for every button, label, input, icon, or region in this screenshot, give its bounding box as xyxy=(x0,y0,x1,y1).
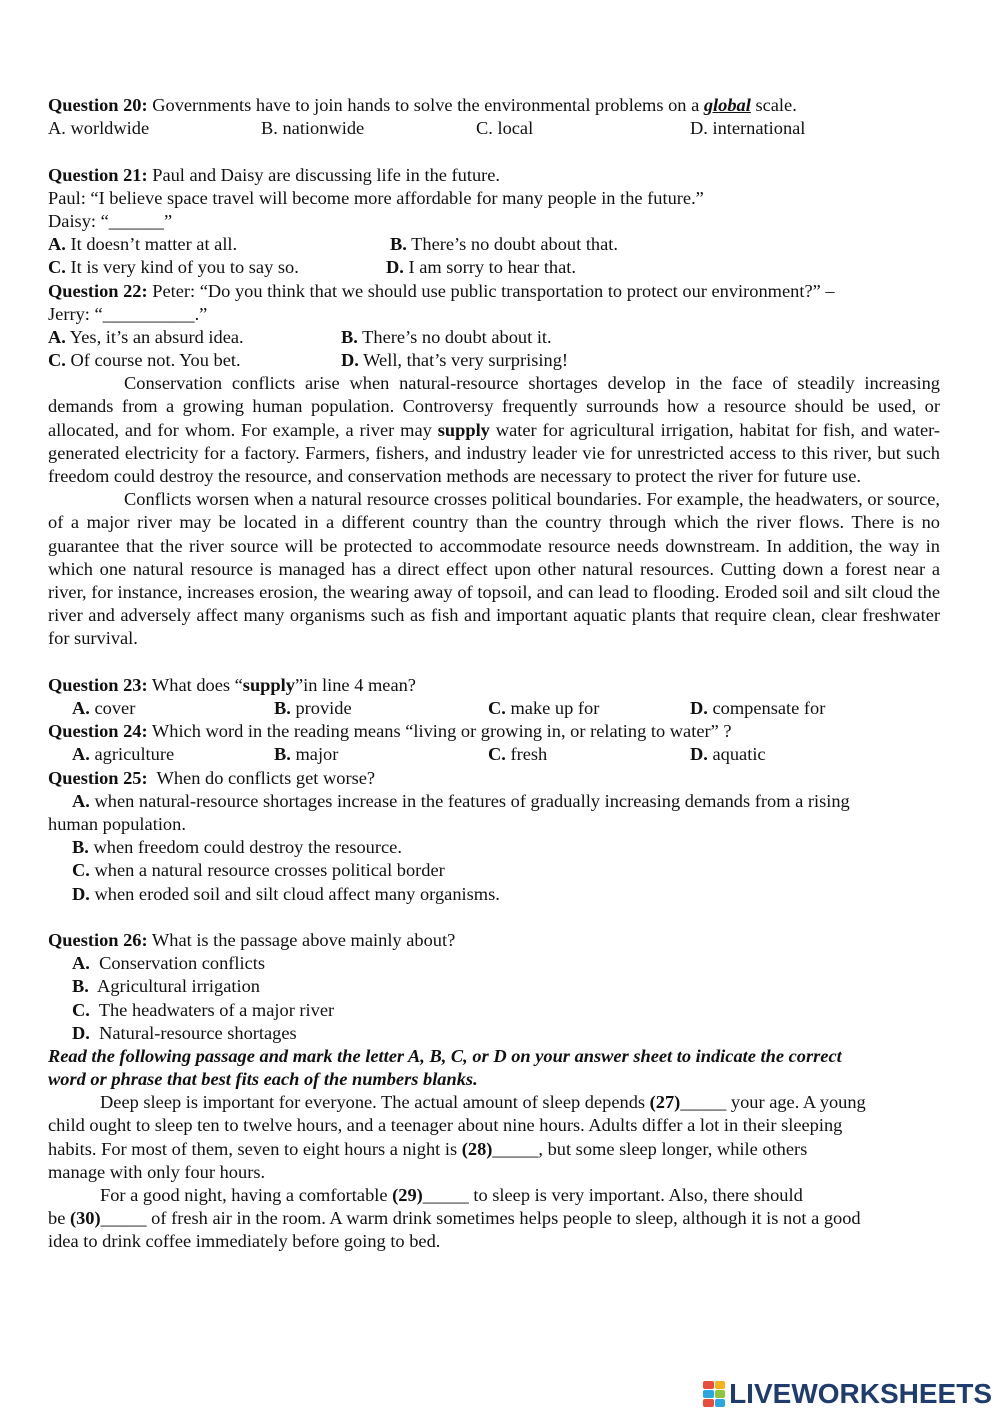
option-d: D. aquatic xyxy=(690,744,766,765)
cloze-line: For a good night, having a comfortable (29)_____ to sleep is very important. Also, there should xyxy=(100,1185,803,1206)
option-a-continued: human population. xyxy=(48,814,186,835)
option-a: A. when natural-resource shortages increase in the features of gradually increasing demands from a rising xyxy=(72,790,850,811)
dialogue-line: Daisy: “______” xyxy=(48,210,173,231)
option-c: C. local xyxy=(476,118,534,139)
question-label: Question 20: xyxy=(48,95,148,115)
options-row xyxy=(48,233,940,256)
option-c: C. It is very kind of you to say so. xyxy=(48,257,299,278)
question-20 xyxy=(48,94,940,117)
option-d: D. Well, that’s very surprising! xyxy=(341,350,569,371)
cloze-line: idea to drink coffee immediately before going to bed. xyxy=(48,1231,441,1252)
option-b: B. There’s no doubt about that. xyxy=(390,234,618,255)
option-a: A. agriculture xyxy=(72,744,175,765)
question-label: Question 26: xyxy=(48,929,148,950)
cloze-line: manage with only four hours. xyxy=(48,1161,266,1182)
blank-29: (29) xyxy=(392,1185,423,1206)
option-a: A. worldwide xyxy=(48,118,150,139)
question-24: Question 24: Which word in the reading means “living or growing in, or relating to water” ? xyxy=(48,721,732,742)
options-row xyxy=(48,743,940,766)
option-a: A. Yes, it’s an absurd idea. xyxy=(48,326,244,347)
option-d: D. compensate for xyxy=(690,698,826,719)
option-b: B. when freedom could destroy the resource. xyxy=(72,837,402,858)
passage-paragraph-2: Conflicts worsen when a natural resource crosses political boundaries. For example, the headwaters, or source, of a major river may be located in a different country than the country through which the river flows. There is no guarantee that the river source will be protected to accommodate resource needs downstream. In addition, the way in which one natural resource is managed has a direct effect upon other natural resources. Cutting down a forest near a river, for instance, increases erosion, the wearing away of topsoil, and can lead to flooding. Eroded soil and silt cloud the river and adversely affect many organisms such as fish and important aquatic plants that require clean, clear freshwater for survival. xyxy=(48,489,940,649)
option-d: D. I am sorry to hear that. xyxy=(386,257,576,278)
question-label: Question 24: xyxy=(48,721,148,742)
keyword: supply xyxy=(437,419,490,440)
question-21 xyxy=(48,164,940,187)
option-c: C. The headwaters of a major river xyxy=(72,999,335,1020)
option-b: B. major xyxy=(274,744,339,765)
options-row xyxy=(48,349,940,372)
option-c: C. when a natural resource crosses political border xyxy=(72,860,445,881)
blank-27: (27) xyxy=(649,1092,681,1113)
dialogue-line: Paul: “I believe space travel will become more affordable for many people in the future.” xyxy=(48,187,704,208)
cloze-line: Deep sleep is important for everyone. The actual amount of sleep depends (27)_____ your age. A young xyxy=(100,1092,866,1113)
blank-28: (28) xyxy=(461,1138,493,1159)
keyword: global xyxy=(703,95,751,115)
question-text: Peter: “Do you think that we should use public transportation to protect our environment?” – xyxy=(147,280,835,301)
question-22 xyxy=(48,280,940,303)
options-row xyxy=(48,117,940,140)
option-d: D. when eroded soil and silt cloud affect many organisms. xyxy=(72,883,500,904)
option-a: A. Conservation conflicts xyxy=(72,953,266,974)
question-text: scale. xyxy=(750,95,797,115)
question-text: Paul and Daisy are discussing life in the future. xyxy=(147,164,501,185)
option-d: D. Natural-resource shortages xyxy=(72,1022,297,1043)
option-c: C. Of course not. You bet. xyxy=(48,350,241,371)
dialogue-line: Jerry: “__________.” xyxy=(48,303,208,324)
option-b: B. nationwide xyxy=(261,118,365,139)
question-23: Question 23: What does “supply”in line 4 mean? xyxy=(48,674,416,695)
logo-mark-icon xyxy=(703,1381,725,1407)
option-b: B. provide xyxy=(274,698,352,719)
options-row xyxy=(48,256,940,279)
blank-30: (30) xyxy=(69,1208,101,1229)
option-d: D. international xyxy=(690,118,806,139)
question-label: Question 25: xyxy=(48,767,148,788)
option-b: B. Agricultural irrigation xyxy=(72,976,260,997)
question-label: Question 22: xyxy=(48,280,148,301)
options-row xyxy=(48,326,940,349)
options-row xyxy=(48,697,940,720)
cloze-line: child ought to sleep ten to twelve hours, and a teenager about nine hours. Adults differ a lot in their sleeping xyxy=(48,1115,843,1136)
liveworksheets-logo[interactable] xyxy=(703,1377,992,1411)
keyword: supply xyxy=(242,674,295,695)
question-25: Question 25: When do conflicts get worse? xyxy=(48,767,376,788)
option-b: B. There’s no doubt about it. xyxy=(341,326,552,347)
worksheet-page xyxy=(48,94,940,1254)
question-label: Question 23: xyxy=(48,674,148,695)
cloze-line: habits. For most of them, seven to eight hours a night is (28)_____, but some sleep longer, while others xyxy=(48,1138,808,1159)
logo-text: LIVEWORKSHEETS xyxy=(729,1378,992,1409)
question-26: Question 26: What is the passage above mainly about? xyxy=(48,929,456,950)
option-c: C. make up for xyxy=(488,698,600,719)
question-text: Governments have to join hands to solve the environmental problems on a xyxy=(147,95,704,115)
option-c: C. fresh xyxy=(488,744,548,765)
instruction-line: word or phrase that best fits each of the numbers blanks. xyxy=(48,1069,478,1090)
option-a: A. cover xyxy=(72,698,136,719)
cloze-line: be (30)_____ of fresh air in the room. A warm drink sometimes helps people to sleep, although it is not a good xyxy=(48,1208,861,1229)
instruction-line: Read the following passage and mark the letter A, B, C, or D on your answer sheet to indicate the correct xyxy=(48,1045,842,1066)
passage-paragraph-1: Conservation conflicts arise when natural-resource shortages develop in the face of steadily increasing demands from a growing human population. Controversy frequently surrounds how a resource should be used, or allocated, and for whom. For example, a river may supply water for agricultural irrigation, habitat for fish, and water-generated electricity for a factory. Farmers, fishers, and industry leader vie for unrestricted access to this river, but such freedom could destroy the resource, and conservation methods are necessary to protect the river for future use. xyxy=(48,373,940,487)
option-a: A. It doesn’t matter at all. xyxy=(48,234,238,255)
question-label: Question 21: xyxy=(48,164,148,185)
